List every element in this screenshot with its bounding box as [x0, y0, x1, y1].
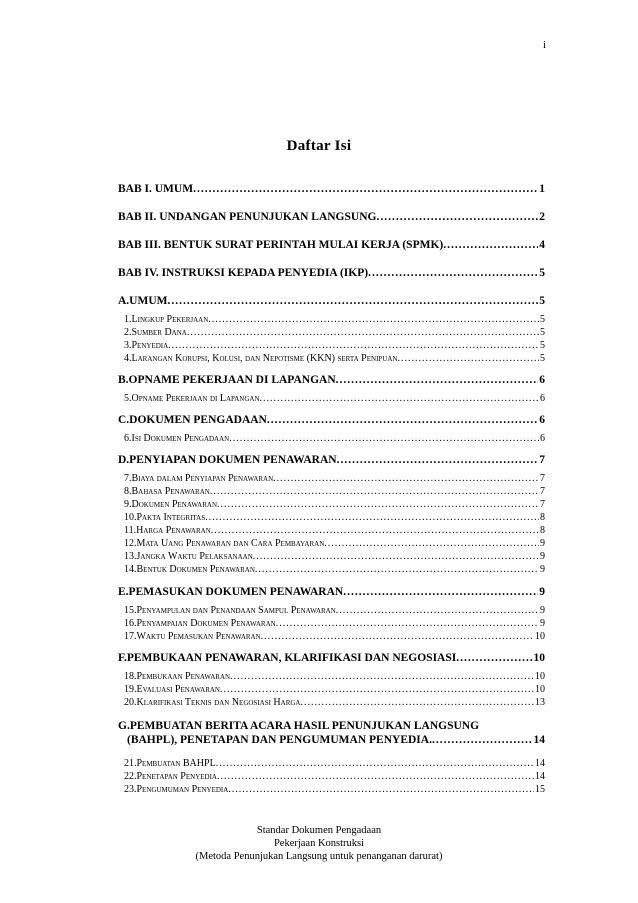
toc-entry-number: 5. [124, 393, 132, 404]
toc-entry-number: 7. [124, 473, 132, 484]
page-title: Daftar Isi [286, 138, 352, 154]
toc-entry-title: Isi Dokumen Pengadaan [131, 433, 230, 444]
toc-entry-subsection[interactable] [118, 511, 545, 524]
toc-entry-number: 21. [124, 758, 137, 769]
toc-dot-leader [343, 585, 538, 599]
toc-entry-title: Jangka Waktu Pelaksanaan [136, 551, 253, 562]
toc-entry-number: 8. [124, 486, 132, 497]
toc-dot-leader [368, 266, 538, 280]
toc-dot-leader [217, 498, 539, 511]
toc-page-number: 6 [540, 393, 545, 404]
toc-entry-subsection[interactable] [118, 352, 545, 365]
toc-entry-label [118, 210, 376, 224]
toc-entry-chapter[interactable] [118, 294, 545, 308]
toc-entry-title: Waktu Pemasukan Penawaran [136, 631, 261, 642]
toc-entry-subsection[interactable] [118, 313, 545, 326]
toc-page-number: 9 [540, 605, 545, 616]
toc-entry-section-g-line1: G.PEMBUATAN BERITA ACARA HASIL PENUNJUKAN LANGSUNG [118, 720, 480, 732]
toc-page-number: 14 [535, 771, 545, 782]
toc-dot-leader [336, 373, 539, 387]
toc-entry-label [124, 630, 261, 643]
toc-entry-label [124, 757, 216, 770]
toc-entry-label [124, 783, 228, 796]
toc-entry-number: 3. [124, 340, 132, 351]
toc-entry-subsection[interactable] [118, 432, 545, 445]
toc-entry-label [124, 683, 220, 696]
toc-page-number: 10 [535, 684, 545, 695]
toc-entry-title: Evaluasi Penawaran [136, 684, 220, 695]
toc-entry-title: Opname Pekerjaan di Lapangan [131, 393, 260, 404]
toc-entry-label [118, 585, 343, 599]
toc-entry-title: Larangan Korupsi, Kolusi, dan Nepotisme (KKN) serta Penipuan [131, 353, 398, 364]
toc-entry-subsection[interactable] [118, 757, 545, 770]
toc-entry-subsection[interactable] [118, 472, 545, 485]
toc-entry-chapter[interactable] [118, 373, 545, 387]
toc-entry-number: 1. [124, 314, 132, 325]
toc-entry-label [118, 373, 336, 387]
toc-entry-title: Lingkup Pekerjaan [131, 314, 209, 325]
toc-entry-title: E.PEMASUKAN DOKUMEN PENAWARAN [118, 586, 344, 598]
toc-entry-title: Penyampaian Dokumen Penawaran [136, 618, 276, 629]
toc-entry-number: 11. [124, 525, 137, 536]
toc-entry-number: 20. [124, 697, 137, 708]
toc-page-number: 13 [535, 697, 545, 708]
footer-line-3: (Metoda Penunjukan Langsung untuk penanganan darurat) [195, 851, 443, 862]
toc-dot-leader [211, 524, 539, 537]
toc-page-number: 7 [539, 454, 545, 466]
toc-entry-label [124, 485, 210, 498]
toc-entry-number: 19. [124, 684, 137, 695]
toc-page-number: 7 [540, 499, 545, 510]
toc-dot-leader [187, 326, 539, 339]
toc-page-number: 14 [535, 758, 545, 769]
document-footer [0, 824, 638, 863]
toc-entry-number: 15. [124, 605, 137, 616]
toc-entry-title: A.UMUM [118, 295, 168, 307]
toc-entry-title: Biaya dalam Penyiapan Penawaran [131, 473, 274, 484]
toc-entry-label [124, 313, 208, 326]
footer-line-1: Standar Dokumen Pengadaan [256, 825, 382, 836]
toc-entry-subsection[interactable] [118, 696, 545, 709]
toc-page-number: 5 [540, 353, 545, 364]
toc-entry-label [118, 266, 368, 280]
toc-entry-title: BAB I. UMUM [118, 183, 194, 195]
toc-entry-label [124, 604, 336, 617]
toc-entry-title: Penyampulan dan Penandaan Sampul Penawaran [136, 605, 336, 616]
toc-entry-label [118, 453, 337, 467]
toc-entry-section-g-line2: (BAHPL), PENETAPAN DAN PENGUMUMAN PENYEDIA. [127, 734, 432, 746]
toc-entry-chapter[interactable] [118, 210, 545, 224]
toc-entry-number: 14. [124, 564, 137, 575]
toc-entry-title: Mata Uang Penawaran dan Cara Pembayaran [136, 538, 325, 549]
toc-page-number: 9 [540, 551, 545, 562]
page-number: i [542, 39, 546, 51]
toc-page-number: 5 [540, 340, 545, 351]
toc-page-number: 8 [540, 525, 545, 536]
toc-entry-chapter[interactable] [118, 585, 545, 599]
toc-entry-number: 17. [124, 631, 137, 642]
toc-page-number: 7 [540, 486, 545, 497]
toc-entry-subsection[interactable] [118, 604, 545, 617]
toc-page-number: 8 [540, 512, 545, 523]
toc-entry-subsection[interactable] [118, 770, 545, 783]
toc-page-number: 5 [539, 295, 545, 307]
toc-entry-label [124, 550, 253, 563]
toc-page-number: 5 [539, 267, 545, 279]
toc-dot-leader [216, 757, 534, 770]
toc-entry-label [124, 392, 260, 405]
toc-page-number: 14 [533, 734, 545, 746]
toc-entry-label [118, 294, 168, 308]
toc-entry-subsection[interactable] [118, 326, 545, 339]
toc-dot-leader [324, 537, 539, 550]
toc-entry-number: 10. [124, 512, 137, 523]
toc-entry-subsection[interactable] [118, 485, 545, 498]
toc-entry-label [124, 326, 187, 339]
toc-page-number: 4 [539, 239, 545, 251]
toc-entry-number: 12. [124, 538, 137, 549]
toc-entry-title: Sumber Dana [131, 327, 187, 338]
toc-entry-title: Penyedia [131, 340, 169, 351]
toc-page-number: 9 [540, 564, 545, 575]
toc-entry-label [124, 537, 324, 550]
toc-dot-leader [217, 770, 534, 783]
toc-entry-label [118, 182, 193, 196]
toc-entry-number: 2. [124, 327, 132, 338]
toc-dot-leader [168, 339, 539, 352]
toc-dot-leader [260, 392, 539, 405]
toc-entry-subsection[interactable] [118, 683, 545, 696]
toc-entry-subsection[interactable] [118, 392, 545, 405]
toc-dot-leader [210, 485, 539, 498]
toc-entry-chapter[interactable] [118, 182, 545, 196]
toc-entry-number: 4. [124, 353, 132, 364]
toc-entry-number: 22. [124, 771, 137, 782]
toc-entry-title: Pembuatan BAHPL [136, 758, 216, 769]
toc-dot-leader [230, 670, 534, 683]
toc-entry-label [124, 352, 397, 365]
toc-dot-leader [276, 617, 539, 630]
toc-entry-label [124, 696, 300, 709]
toc-entry-label [124, 670, 230, 683]
toc-entry-label [124, 524, 211, 537]
toc-entry-label [124, 498, 217, 511]
toc-dot-leader [267, 413, 538, 427]
toc-page-number: 9 [540, 538, 545, 549]
toc-entry-subsection[interactable] [118, 339, 545, 352]
toc-dot-leader [300, 696, 534, 709]
toc-page-number: 5 [540, 314, 545, 325]
toc-entry-title: Pembukaan Penawaran [136, 671, 231, 682]
toc-dot-leader [193, 182, 538, 196]
toc-dot-leader [456, 651, 532, 665]
toc-entry-number: 9. [124, 499, 132, 510]
toc-page-number: 5 [540, 327, 545, 338]
toc-entry-title: C.DOKUMEN PENGADAAN [118, 414, 267, 426]
toc-page-number: 10 [535, 631, 545, 642]
toc-entry-title: D.PENYIAPAN DOKUMEN PENAWARAN [118, 454, 337, 466]
toc-entry-title: Harga Penawaran [136, 525, 211, 536]
toc-entry-subsection[interactable] [118, 563, 545, 576]
toc-dot-leader [432, 733, 533, 747]
toc-entry-label [118, 651, 456, 665]
toc-entry-title: BAB IV. INSTRUKSI KEPADA PENYEDIA (IKP) [118, 267, 369, 279]
toc-entry-subsection[interactable] [118, 783, 545, 796]
toc-entry-number: 6. [124, 433, 132, 444]
toc-page-number: 2 [539, 211, 545, 223]
toc-entry-title: F.PEMBUKAAN PENAWARAN, KLARIFIKASI DAN NEGOSIASI [118, 652, 457, 664]
toc-dot-leader [253, 550, 539, 563]
toc-entry-title: Dokumen Penawaran [131, 499, 217, 510]
toc-entry-title: Pengumuman Penyedia [136, 784, 229, 795]
toc-entry-subsection[interactable] [118, 617, 545, 630]
toc-page-number: 6 [539, 374, 545, 386]
toc-entry-number: 18. [124, 671, 137, 682]
toc-entry-number: 16. [124, 618, 137, 629]
toc-entry-subsection[interactable] [118, 630, 545, 643]
toc-entry-chapter[interactable] [118, 413, 545, 427]
toc-dot-leader [376, 210, 538, 224]
toc-entry-chapter[interactable] [118, 266, 545, 280]
toc-page-number: 1 [539, 183, 545, 195]
toc-entry-subsection[interactable] [118, 537, 545, 550]
toc-page-number: 6 [539, 414, 545, 426]
toc-page-number: 15 [535, 784, 545, 795]
toc-entry-chapter[interactable] [118, 651, 545, 665]
toc-entry-subsection[interactable] [118, 670, 545, 683]
toc-entry-title: Bahasa Penawaran [131, 486, 210, 497]
toc-dot-leader [397, 352, 539, 365]
toc-entry-label [124, 432, 229, 445]
toc-entry-label [124, 472, 273, 485]
toc-entry-label [124, 563, 255, 576]
toc-entry-label [124, 339, 168, 352]
toc-dot-leader [208, 313, 539, 326]
toc-entry-chapter[interactable] [118, 238, 545, 252]
toc-entry-label [118, 238, 443, 252]
toc-entry-title: Penetapan Penyedia [136, 771, 217, 782]
toc-entry-label [118, 413, 267, 427]
toc-entry-title: B.OPNAME PEKERJAAN DI LAPANGAN [118, 374, 336, 386]
toc-entry-title: Pakta Integritas [136, 512, 206, 523]
toc-page-number: 10 [535, 671, 545, 682]
toc-dot-leader [443, 238, 538, 252]
toc-entry-label [124, 617, 276, 630]
toc-dot-leader [255, 563, 539, 576]
toc-entry-label [124, 511, 205, 524]
toc-entry-section-g[interactable] [118, 719, 545, 747]
toc-entry-subsection[interactable] [118, 498, 545, 511]
toc-page-number: 7 [540, 473, 545, 484]
toc-entry-label [124, 770, 217, 783]
toc-entry-subsection[interactable] [118, 524, 545, 537]
toc-page-number: 6 [540, 433, 545, 444]
toc-dot-leader [228, 783, 534, 796]
toc-dot-leader [273, 472, 539, 485]
toc-page-number: 9 [539, 586, 545, 598]
toc-dot-leader [229, 432, 539, 445]
toc-page-number: 9 [540, 618, 545, 629]
toc-entry-number: 13. [124, 551, 137, 562]
toc-dot-leader [261, 630, 534, 643]
toc-entry-chapter[interactable] [118, 453, 545, 467]
toc-page-number: 10 [533, 652, 545, 664]
toc-entry-title: Klarifikasi Teknis dan Negosiasi Harga [136, 697, 301, 708]
toc-dot-leader [337, 453, 539, 467]
toc-entry-number: 23. [124, 784, 137, 795]
toc-entry-title: BAB II. UNDANGAN PENUNJUKAN LANGSUNG [118, 211, 377, 223]
footer-line-2: Pekerjaan Konstruksi [273, 838, 365, 849]
toc-dot-leader [205, 511, 539, 524]
toc-entry-title: BAB III. BENTUK SURAT PERINTAH MULAI KERJA (SPMK) [118, 239, 444, 251]
toc-entry-subsection[interactable] [118, 550, 545, 563]
toc-dot-leader [220, 683, 534, 696]
toc-dot-leader [336, 604, 539, 617]
toc-entry-title: Bentuk Dokumen Penawaran [136, 564, 255, 575]
toc-dot-leader [168, 294, 539, 308]
